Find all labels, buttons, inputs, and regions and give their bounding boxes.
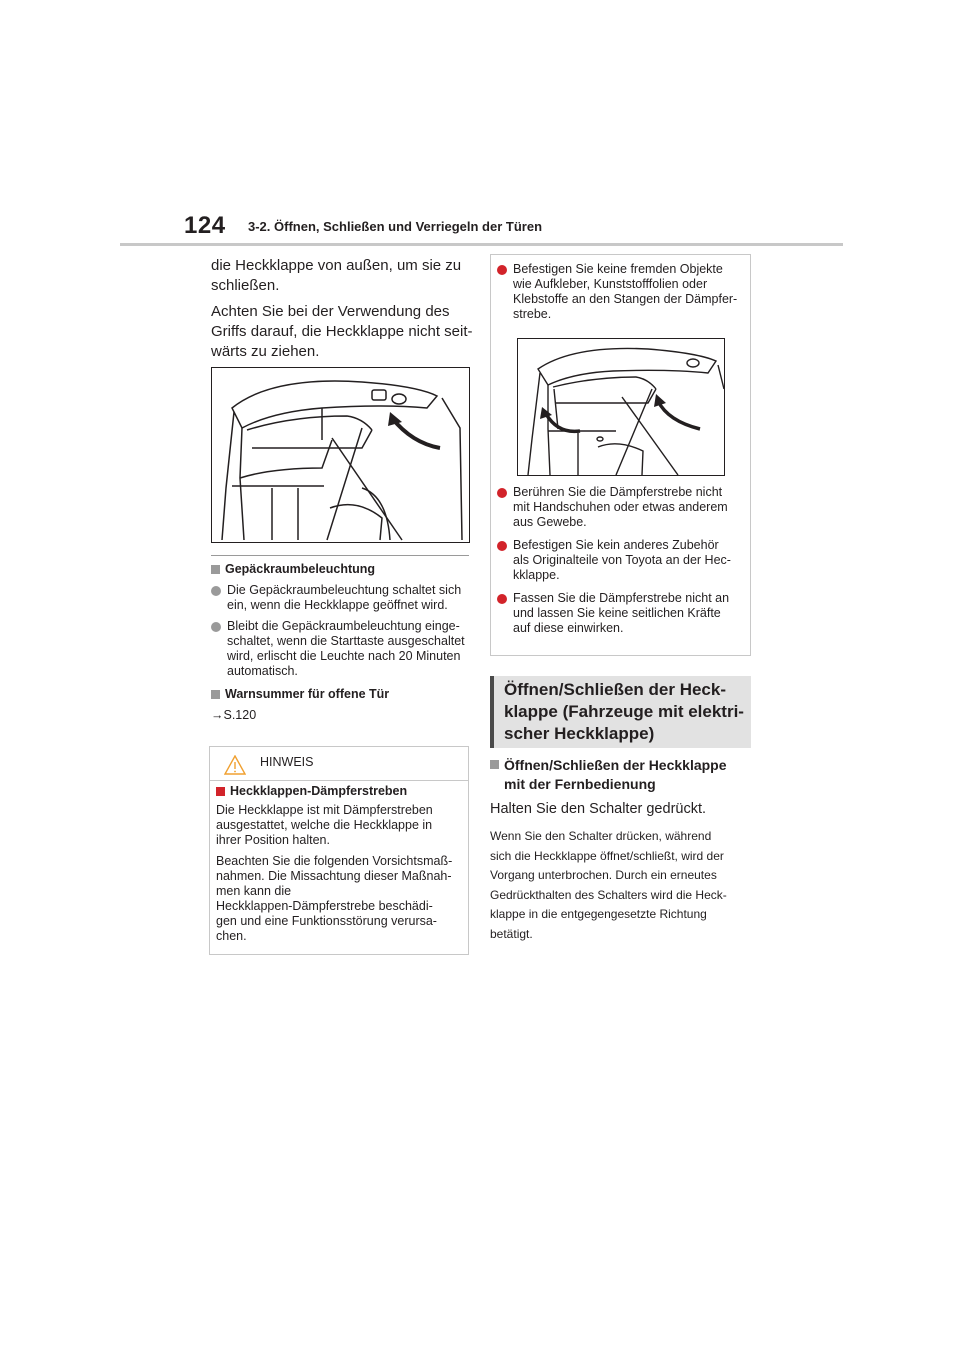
round-bullet-icon [497,594,507,604]
text-line: Beachten Sie die folgenden Vorsichtsmaß- [216,854,453,868]
chapter-title: 3-2. Öffnen, Schließen und Verriegeln der Türen [248,219,543,234]
text-line: ein, wenn die Heckklappe geöffnet wird. [227,598,448,612]
text-line: Öffnen/Schließen der Heckklappe [504,757,727,773]
title-line: scher Heckklappe) [504,724,655,743]
lead-text: Halten Sie den Schalter gedrückt. [490,801,707,817]
text-line: automatisch. [227,664,298,678]
notice-subheading: Heckklappen-Dämpferstreben [230,784,408,798]
text-line: betätigt. [490,926,533,941]
square-bullet-icon [216,787,225,796]
title-line: Öffnen/Schließen der Heck- [504,680,726,699]
round-bullet-icon [211,622,221,632]
text-line: ihrer Position halten. [216,833,330,847]
text-line: und lassen Sie keine seitlichen Kräfte [513,606,721,620]
damper-strut-illustration [517,338,725,476]
section-heading: Warnsummer für offene Tür [225,687,390,701]
list-item [211,619,473,679]
text-line: als Originalteile von Toyota an der Hec- [513,553,731,567]
text-line: gen und eine Funktionsstörung verursa- [216,914,437,928]
notice-body [216,784,466,944]
intro-text [211,256,473,362]
intro-line: schließen. [211,277,280,294]
title-line: klappe (Fahrzeuge mit elektri- [504,702,744,721]
round-bullet-icon [497,265,507,275]
round-bullet-icon [211,586,221,596]
text-line: men kann die [216,884,292,898]
list-item [497,538,747,583]
text-line: nahmen. Die Missachtung dieser Maßnah- [216,869,452,883]
list-item [497,591,747,636]
text-line: aus Gewebe. [513,515,587,529]
text-line: wie Aufkleber, Kunststofffolien oder [513,277,708,291]
section-divider [211,555,469,556]
bullet-list [497,485,747,636]
square-bullet-icon [490,760,499,769]
list-item [497,262,747,322]
notice-paragraph [216,854,466,944]
section-heading: Gepäckraumbeleuchtung [225,562,376,576]
text-line: sich die Heckklappe öffnet/schließt, wird der [490,848,724,863]
notice-subheading-row [216,784,466,799]
text-line: kklappe. [513,568,560,582]
notice-box [209,746,469,955]
text-line: Befestigen Sie keine fremden Objekte [513,262,723,276]
square-bullet-icon [211,690,220,699]
notice-divider [210,780,468,781]
text-line: Heckklappen-Dämpferstrebe beschädi- [216,899,433,913]
section-heading-box [490,676,751,748]
tailgate-handle-illustration [211,367,470,543]
text-line: klappe in die entgegengesetzte Richtung [490,907,707,921]
text-line: Befestigen Sie kein anderes Zubehör [513,538,719,552]
list-item [497,485,747,530]
text-line: Wenn Sie den Schalter drücken, während [490,829,712,843]
tailgate-open-drawing [212,368,469,542]
notice-title: HINWEIS [260,755,314,769]
warning-triangle-icon [224,755,246,775]
header-divider [120,243,843,246]
text-line: mit der Fernbedienung [504,776,656,792]
notice-header [210,747,468,780]
section-title [504,679,744,745]
intro-line: Griffs darauf, die Heckklappe nicht seit- [211,323,473,340]
text-line: Gedrückthalten des Schalters wird die Heck- [490,887,727,902]
text-line: wird, erlischt die Leuchte nach 20 Minuten [227,649,461,663]
bullet-row [497,262,747,322]
page-reference-link[interactable]: →S.120 [211,708,257,722]
intro-line: die Heckklappe von außen, um sie zu [211,257,462,274]
text-line: chen. [216,929,247,943]
text-line: Klebstoffe an den Stangen der Dämpfer- [513,292,738,306]
intro-line: wärts zu ziehen. [211,343,320,360]
text-line: auf diese einwirken. [513,621,624,635]
square-bullet-icon [211,565,220,574]
body-paragraph [490,827,752,944]
section-heading-row [211,687,473,702]
list-item [211,583,473,613]
luggage-light-section [211,562,473,723]
text-line: mit Handschuhen oder etwas anderem [513,500,728,514]
text-line: ausgestattet, welche die Heckklappe in [216,818,433,832]
text-line: strebe. [513,307,552,321]
notice-paragraph [216,803,466,848]
text-line: schaltet, wenn die Starttaste ausgeschaltet [227,634,465,648]
remote-control-section [490,756,752,944]
section-heading-row [211,562,473,577]
text-line: Die Heckklappe ist mit Dämpferstreben [216,803,433,817]
intro-line: Achten Sie bei der Verwendung des [211,303,450,320]
round-bullet-icon [497,541,507,551]
page-number: 124 [184,212,226,239]
damper-struts-drawing [518,339,724,475]
text-line: Bleibt die Gepäckraumbeleuchtung einge- [227,619,460,633]
text-line: Fassen Sie die Dämpferstrebe nicht an [513,591,730,605]
subheading-row [490,756,752,794]
text-line: Die Gepäckraumbeleuchtung schaltet sich [227,583,462,597]
text-line: Berühren Sie die Dämpferstrebe nicht [513,485,723,499]
text-line: Vorgang unterbrochen. Durch ein erneutes [490,868,717,882]
subheading [504,756,727,794]
round-bullet-icon [497,488,507,498]
